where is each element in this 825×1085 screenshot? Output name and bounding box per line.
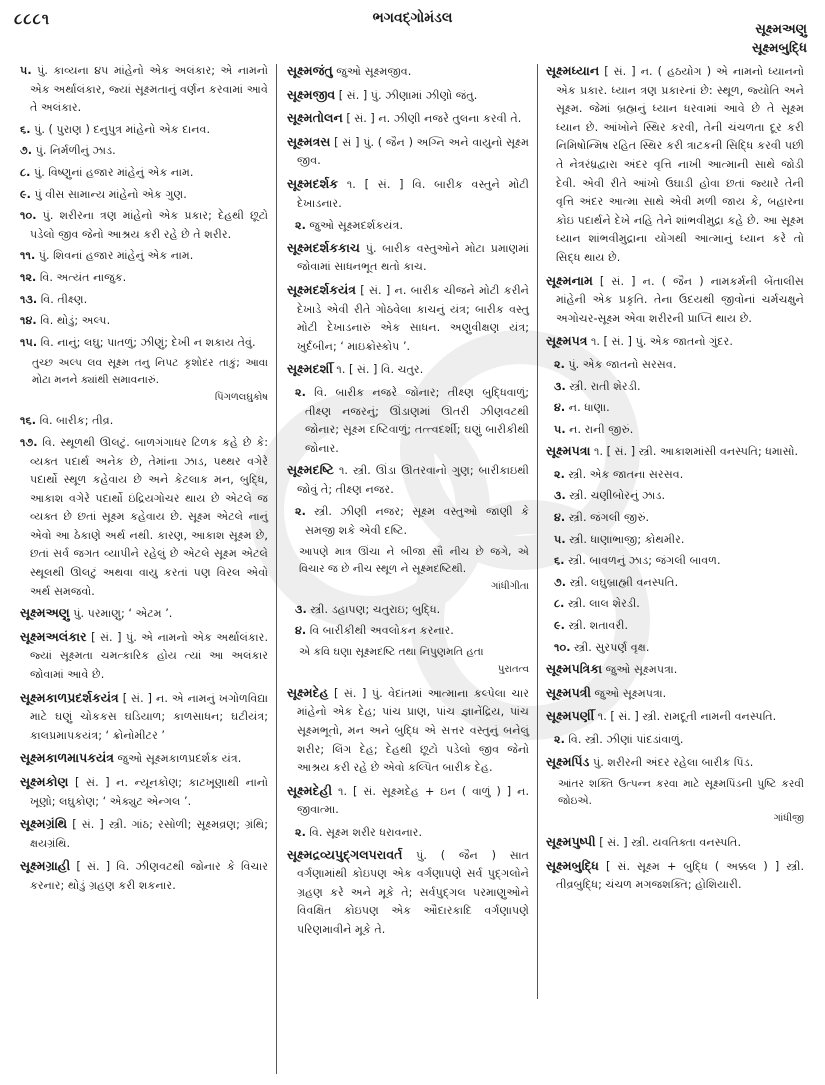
sense-item [546,487,804,506]
sense-item [546,421,804,440]
definition-text: ૧. [ સં. ] સ્ત્રી. આકાશમાંસી વનસ્પતિ; ધમાસો. [594,445,799,459]
dictionary-entry [287,239,529,277]
sense-text: પું. વિષ્ણુનાં હજાર માંહેનું એક નામ. [33,165,194,179]
definition-text: ૧. [ સં. ] વિ. ચતુર. [336,363,424,377]
headword: સૂક્ષ્મકોણ [20,774,69,789]
sense-text: ન. ધાણા. [568,401,610,415]
column-left [20,62,268,900]
definition-text: [ સં. ] પું. ઝીણામાં ઝીણો જંતુ. [338,88,478,102]
sense-text: સ્ત્રી. એક જાતના સરસવ. [568,467,684,481]
headword: સૂક્ષ્મપત્રિકા [546,661,603,677]
sense-text: સ્ત્રી. બાવળનું ઝાડ; જંગલી બાવળ. [568,554,721,568]
definition-text: ૧. સ્ત્રી. ઊંડા ઊતરવાનો ગુણ; બારીકાઇથી જોવું તે; તીક્ષ્ણ નજર. [297,464,529,496]
sense-item [546,378,804,397]
sense-text: સ્ત્રી. ધાણાભાજી; કોથમીર. [569,532,685,546]
sense-item [20,334,268,353]
sense-number: ૧૧. [20,249,36,263]
headword: સૂક્ષ્મદર્શકકાચ [287,239,360,255]
sense-number: ૧૭. [20,435,38,449]
definition-text: [ સં. ] ન. એ નામનું ખગોળવિદ્યા માટે ઘણું ચોકકસ ઘડિયાળ; કાળસાધન; ઘટીયંત્ર; કાલપ્રમાપકયંત્ર; ‘ ક્રોનોમીટર ’ [30,691,268,742]
definition-text: [ સં. ] વિ. ઝીણવટથી જોનાર કે વિચાર કરનાર; થોડું ગ્રહણ કરી શકનાર. [30,860,268,892]
sense-item [546,509,804,528]
headword: સૂક્ષ્મતોલન [287,110,343,126]
sense-item [20,247,268,266]
sense-item [546,574,804,593]
sense-number: ૪. [295,624,307,638]
sense-number: ૩. [295,602,307,616]
quote-text: આંતર શક્તિ ઉત્પન્ન કરવા માટે સૂક્ષ્મપિંડની પુષ્ટિ કરવી જોઇએ. [558,778,804,808]
dictionary-entry [20,815,268,853]
citation-quote [299,544,529,595]
sense-number: ૬. [554,554,565,568]
dictionary-entry [20,857,268,895]
dictionary-entry [287,62,529,82]
headword: સૂક્ષ્મપુષ્પી [546,834,596,850]
sense-text: વિ. સ્ત્રી. ઝીણાં પાંદડાંવાળું. [568,733,684,746]
definition-text: જુઓ સૂક્ષ્મપત્રા. [594,686,667,700]
headword: સૂક્ષ્મદર્શક [287,175,339,191]
sense-number: ૨. [295,385,306,399]
sense-text: પું. ( પુરાણ ) દનુપુત્ર માંહેનો એક દાનવ. [34,122,211,136]
definition-text: [ સં. ] સ્ત્રી. ગાંઠ; રસોળી; સૂક્ષ્મવ્રણ; ગ્રંથિ; ક્ષયગ્રંથિ. [30,818,268,850]
sense-item [287,824,529,843]
headword: સૂક્ષ્મપત્રી [546,684,591,700]
sense-number: ૧૩. [20,292,38,306]
dictionary-entry [20,773,268,811]
column-divider-right [537,64,538,999]
sense-number: ૨. [554,733,565,746]
quote-source: ગાંધીજી [773,813,804,825]
definition-text: [ સં. ] ન. ( જૈન ) નામકર્મની બેંતાલીસ માંહેની એક પ્રકૃતિ. તેના ઉદયથી જીવોનાં ચર્મચક્ષુને અગોચર-સૂક્ષ્મ એવા શરીરની પ્રાપ્તિ થાય છે. [556,274,804,325]
quote-source: ગાંધીગીતા [491,580,529,592]
headword: સૂક્ષ્મધ્યાન [546,63,600,78]
headword: સૂક્ષ્મઅલંકાર [20,628,87,644]
dictionary-entry [287,281,529,356]
sense-text: સ્ત્રી. ચણીબોરનું ઝાડ. [569,489,666,503]
dictionary-entry [287,175,529,213]
sense-item [20,269,268,288]
sense-item [546,399,804,418]
sense-text: વિ. અત્યંત નાજુક. [39,270,127,284]
guide-word-first: સૂક્ષ્મઅણુ [755,22,807,37]
sense-item [287,384,529,458]
sense-item [546,466,804,485]
headword: સૂક્ષ્મનામ [546,272,593,288]
definition-text: [ સં. સૂક્ષ્મ + બુદ્ધિ ( અક્કલ ) ] સ્ત્રી. તીવ્રબુદ્ધિ; ચંચળ મગજશક્તિ; હોશિયારી. [556,859,805,892]
sense-item [20,121,268,140]
sense-number: ૪. [554,401,566,415]
sense-item [20,207,268,244]
dictionary-entry [287,461,529,499]
sense-item [20,164,268,183]
quote-source: પિંગળલઘુકોષ [214,392,268,404]
dictionary-entry [20,628,268,685]
sense-text: વિ. સ્થૂળથી ઊલટું. બાળગંગાધર ટિળક કહે છે કે: વ્યક્ત પદાર્થ અનેક છે, તેમાંના ઝાડ, પથ્થર વગેરે પદાર્થો સ્થૂળ કહેવાય છે અને કેટલાક મન, બુદ્ધિ, આકાશ વગેરે પદાર્થો ઇંદ્રિયગોચર થાય છે એટલે જ વ્યક્ત છે છતાં સૂક્ષ્મ કહેવાય છે. સૂક્ષ્મ એટલે નાનું એવો આ ઠેકાણે અર્થ નથી. કારણ, આકાશ સૂક્ષ્મ છે, છતાં સર્વ જગત વ્યાપીને રહેલું છે એટલે સૂક્ષ્મ એટલે સ્થૂલથી ઊલટું અથવા વાયુ કરતાં પણ વિરલ એવો અર્થ સમજવો. [30,435,268,598]
sense-item [287,622,529,641]
dictionary-entry [546,272,804,329]
headword: સૂક્ષ્મદષ્ટિ [287,462,334,478]
headword: સૂક્ષ્મદેહી [287,782,333,798]
sense-item [287,601,529,620]
dictionary-entry [287,109,529,129]
sense-number: ૯. [20,187,31,201]
dictionary-entry [20,749,268,769]
sense-number: ૨. [554,467,565,481]
sense-text: સ્ત્રી. ઝીણી નજર; સૂક્ષ્મ વસ્તુઓ જાણી કે સમજી શકે એવી દષ્ટિ. [305,505,529,538]
dictionary-entry [546,684,804,704]
dictionary-entry [546,660,804,680]
sense-number: ૫. [20,64,32,77]
sense-text: વિ. બારીક; તીવ્ર. [39,414,114,428]
definition-text: પું. ( જૈન ) સાત વર્ગણામાંથી કોઇપણ એક વર્ગણાપણે સર્વ પુદ્ગલોને ગ્રહણ કરે અને મૂકે તે; સર્વપુદ્ગલ પરમાણુઓને વિવક્ષિત કોઇપણ એક ઔદારકાદિ વર્ગણાપણે પરિણમાવીને મૂકે તે. [297,848,529,936]
headword: સૂક્ષ્મદ્રવ્યપુદ્ગલપરાવર્ત [287,846,403,862]
sense-item [546,595,804,614]
definition-text: જુઓ સૂક્ષ્મજીવ. [336,65,412,78]
dictionary-entry [287,133,529,171]
dictionary-entry [546,332,804,352]
column-middle [287,62,529,944]
sense-number: ૧૫. [20,335,38,349]
headword: સૂક્ષ્મદર્શકયંત્ર [287,281,356,297]
sense-text: વિ. સૂક્ષ્મ શરીર ધરાવનાર. [309,826,423,839]
headword: સૂક્ષ્મઅણુ [20,605,70,621]
definition-text: પું. બારીક વસ્તુઓને મોટા પ્રમાણમાં જોવામાં સાધનભૂત થતો કાચ. [297,241,529,274]
sense-number: ૩. [554,489,566,503]
quote-text: તુચ્છ અલ્પ લવ સૂક્ષ્મ તનુ નિપટ કૃશોદર તાકું; આવા મોટા મનને ક્યાંથી સમાવનારું. [32,357,268,387]
definition-text: [ સં. ] પું. એ નામનો એક અર્થાલંકાર. જ્યાં સૂક્ષ્મતા ચમત્કારિક હોય ત્યાં આ અલંકાર જોવામાં આવે છે. [30,630,268,682]
page-header [0,0,825,56]
headword: સૂક્ષ્મપત્ર [546,333,588,349]
sense-number: ૧૨. [20,270,37,284]
dictionary-entry [287,86,529,106]
sense-item [287,217,529,236]
citation-quote [32,355,268,406]
book-title: ભગવદ્ગોમંડલ [372,10,453,26]
definition-text: [ સં. ] સ્ત્રી. યવતિક્તા વનસ્પતિ. [599,836,741,850]
sense-number: ૨. [295,219,306,233]
sense-text: સ્ત્રી. લઘુબ્રાહ્મી વનસ્પતિ. [569,575,679,589]
sense-text: વિ. બારીક નજરે જોનાર; તીક્ષ્ણ બુદ્ધિવાળું; તીક્ષ્ણ નજરનું; ઊંડાણમાં ઊતરી ઝીણવટથી જોનાર; સૂક્ષ્મ દષ્ટિવાળું; તત્ત્વદર્શી; ઘણું બારીકીથી જોનાર. [305,385,530,455]
definition-text: [ સં. ] ન. ( હઠયોગ ) એ નામનો ધ્યાનનો એક પ્રકાર. ધ્યાન ત્રણ પ્રકારનાં છે: સ્થૂળ, જ્યોતિ અને સૂક્ષ્મ. જેમાં બ્રહ્મનું ધ્યાન ધરવામાં આવે છે તે સૂક્ષ્મ ધ્યાન છે. આંખોને સ્થિર કરવી, તેની ચંચળતા દૂર કરી નિમિષોન્મિષ રહિત સ્થિર કરી ત્રાટકની સિદ્ધિ કરવી પછી તે નેત્રરંધ્રદ્વારા અંદર વૃત્તિ નાખી આત્માની સાથે જોડી દેવી. એવી રીતે આંખો ઉઘાડી હોવા છતાં જ્યારે તેની વૃત્તિ અંદર આત્મા સાથે એવી મળી જાય કે, બહારના કોઇ પદાર્થને દેખે નહિ તેને શાંભવીમુદ્રા કહે છે. આ સૂક્ષ્મ ધ્યાન શાંભવીમુદ્રાના યોગથી આત્માનું ધ્યાન કરે તો સિદ્ધ થાય છે. [556,65,804,264]
quote-text: આપણે માત્ર ઊંચા ને બીજા સૌ નીચ છે જગે, એ વિચાર જ છે નીચ સ્થૂળ ને સૂક્ષ્મદષ્ટિથી. [299,545,529,575]
dictionary-entry [546,707,804,727]
dictionary-entry [20,689,268,746]
sense-item [20,142,268,161]
definition-text: [ સં. ] પું. વેદાંતમાં આત્માના કલ્પેલા ચાર માંહેનો એક દેહ; પાંચ પ્રાણ, પાંચ જ્ઞાનેંદ્રિય, પાંચ સૂક્ષ્મભૂતો, મન અને બુદ્ધિ એ સત્તર વસ્તુનું બનેલું શરીર; લિંગ દેહ; દેહથી છૂટો પડેલો જીવ જેનો આશ્રય કરી રહે છે એવો કલ્પિત બારીક દેહ. [297,686,529,775]
headword: સૂક્ષ્મકાળપ્રદર્શકયંત્ર [20,689,119,705]
definition-text: ૧. [ સં. ] સ્ત્રી. રામદૂતી નામની વનસ્પતિ. [597,710,777,724]
dictionary-entry [546,62,804,268]
sense-text: પું વીસ સામાન્ય માંહેનો એક ગુણ. [34,187,187,201]
definition-text: ૧. [ સં. ] પું. એક જાતનો ગુંદર. [590,335,733,349]
guide-words [752,20,807,58]
citation-quote [299,644,529,678]
sense-number: ૨. [554,357,565,371]
sense-item [546,639,804,658]
sense-text: સ્ત્રી. જંગલી જીરું. [568,511,650,525]
sense-item [20,62,268,118]
headword: સૂક્ષ્મબુદ્ધિ [546,857,599,873]
headword: સૂક્ષ્મગ્રાહી [20,858,71,874]
headword: સૂક્ષ્મજંતુ [287,63,333,78]
sense-number: ૮. [554,597,565,611]
sense-item [546,356,804,375]
sense-text: સ્ત્રી. લાલ શેરડી. [567,597,640,611]
dictionary-entry [287,360,529,380]
sense-number: ૨. [295,505,306,519]
sense-number: ૭. [554,575,567,589]
sense-text: સ્ત્રી. રાતી શેરડી. [569,379,641,393]
headword: સૂક્ષ્મગ્રંથિ [20,816,68,832]
dictionary-entry [287,782,529,820]
definition-text: જુઓ સૂક્ષ્મપત્રા. [605,663,678,677]
sense-text: વિ. થોડું; અલ્પ. [40,314,111,328]
sense-number: ૫. [554,422,566,436]
sense-number: ૫. [554,532,566,546]
sense-text: વિ બારીકીથી અવલોકન કરનાર. [309,624,454,638]
sense-item [20,186,268,205]
sense-item [546,617,804,636]
dictionary-entry [20,604,268,624]
dictionary-entry [546,833,804,853]
dictionary-entry [546,442,804,462]
sense-text: સ્ત્રી. ડહાપણ; ચતુરાઇ; બુદ્ધિ. [310,602,441,616]
headword: સૂક્ષ્મત્રસ [287,133,331,149]
page-number: ૮૮૮૧ [14,10,51,28]
sense-number: ૩. [554,379,566,393]
sense-text: ન. રાની જીરું. [569,422,634,436]
headword: સૂક્ષ્મદેહ [287,684,329,700]
sense-item [546,731,804,750]
definition-text: [ સં. ] ન. ન્યૂનકોણ; કાટખૂણાથી નાનો ખૂણો; લઘુકોણ; ‘ એક્યુટ એન્ગલ ’. [30,776,269,808]
sense-item [546,552,804,571]
sense-item [20,291,268,310]
sense-text: સ્ત્રી. સુરપર્ણ વૃક્ષ. [574,640,650,654]
quote-text: એ કવિ ઘણા સૂક્ષ્મદષ્ટિ તથા નિપુણમતિ હતા [299,645,484,658]
dictionary-entry [287,684,529,778]
definition-text: [ સં ] પું. ( જૈન ) અગ્નિ અને વાયુનો સૂક્ષ્મ જીવ. [297,135,530,168]
sense-text: જુઓ સૂક્ષ્મદર્શકયંત્ર. [309,219,404,233]
sense-text: પું. એક જાતનો સરસવ. [568,357,677,371]
dictionary-entry [546,857,804,895]
headword: સૂક્ષ્મપત્રા [546,443,591,459]
sense-item [546,531,804,550]
sense-number: ૧૦. [20,209,37,223]
sense-text: વિ. તીક્ષ્ણ. [40,292,88,306]
citation-quote [558,776,804,827]
sense-number: ૯. [554,619,565,633]
headword: સૂક્ષ્મજીવ [287,86,336,102]
definition-text: જુઓ સૂક્ષ્મકાળપ્રદર્શક યંત્ર. [117,752,242,766]
quote-source: પુરાતત્વ [497,663,529,675]
definition-text: [ સં. ] ન. બારીક ચીજને મોટી કરીને દેખાડે એવી રીતે ગોઠવેલા કાચનું યંત્ર; બારીક વસ્તુ મોટી દેખાડનારું એક સાધન. અણુવીક્ષણ યંત્ર; ખુર્દબીન; ‘ માઇક્રોસ્કોપ ’. [297,283,529,353]
sense-number: ૬. [20,122,31,136]
headword: સૂક્ષ્મપિંડ [546,753,590,769]
definition-text: પું. પરમાણુ; ‘ એટમ ’. [73,607,173,621]
sense-text: પું. શરીરના ત્રણ માંહેનો એક પ્રકાર; દેહથી છૂટો પડેલો જીવ જેનો આશ્રય કરી રહે છે તે શરીર. [30,209,269,241]
sense-number: ૮. [20,165,31,179]
headword: સૂક્ષ્મપર્ણી [546,708,595,724]
headword: સૂક્ષ્મકાળમાપકયંત્ર [20,750,114,766]
dictionary-entry [546,753,804,773]
dictionary-entry [287,846,529,940]
definition-text: ૧. [ સં. સૂક્ષ્મદેહ + ઇન ( વાળું ) ] ન. જીવાત્મા. [297,784,529,817]
column-divider-left [276,64,277,1074]
sense-number: ૪. [554,511,566,525]
sense-number: ૨. [295,826,306,839]
headword: સૂક્ષ્મદર્શી [287,361,333,377]
definition-text: [ સં. ] ન. ઝીણી નજરે તુલના કરવી તે. [346,112,522,126]
sense-text: પું. નિર્મળીનું ઝાડ. [35,144,116,158]
sense-number: ૧૪. [20,314,37,328]
sense-text: પું. શિવનાં હજાર માંહેનું એક નામ. [38,249,194,263]
sense-item [20,412,268,431]
sense-item [287,503,529,540]
sense-number: ૧૬. [20,414,36,428]
sense-item [20,434,268,601]
sense-text: પું. કાવ્યના ૪૫ માંહેનો એક અલંકાર; એ નામનો એક અર્થાલંકાર, જ્યાં સૂક્ષ્મતાનું વર્ણન કરવામાં આવે તે અલંકાર. [30,64,268,115]
sense-number: ૭. [20,144,33,158]
sense-item [20,312,268,331]
definition-text: પું. શરીરની અંદર રહેલા બારીક પિંડ. [592,755,754,769]
sense-number: ૧૦. [554,640,571,654]
guide-word-last: સૂક્ષ્મબુદ્ધિ [751,41,807,56]
column-right [546,62,804,899]
definition-text: ૧. [ સં. ] વિ. બારીક વસ્તુને મોટી દેખાડનાર. [297,177,529,210]
sense-text: વિ. નાનું; લઘુ; પાતળું; ઝીણું; દેખી ન શકાય તેવું. [40,335,256,349]
sense-text: સ્ત્રી. શતાવરી. [568,619,629,633]
